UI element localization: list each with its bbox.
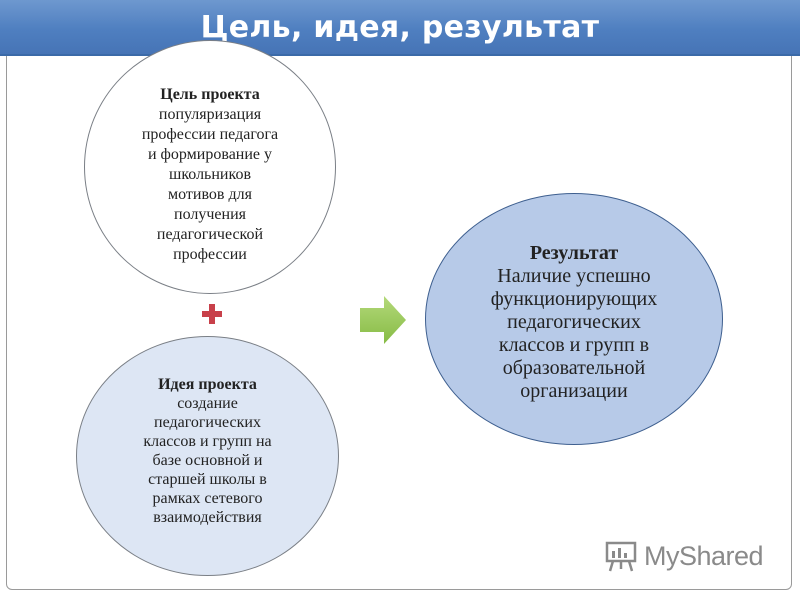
result-circle — [425, 193, 723, 445]
result-heading: Результат — [529, 242, 619, 264]
idea-text: создание педагогических классов и групп на базе основной и старшей школы в рамках сетевого взаимодействия — [143, 395, 272, 526]
right-arrow-icon — [358, 294, 408, 346]
title-bar — [0, 0, 800, 56]
idea-heading: Идея проекта — [158, 376, 257, 393]
presentation-board-icon — [604, 539, 638, 573]
goal-heading: Цель проекта — [160, 86, 260, 103]
idea-circle — [76, 336, 339, 576]
watermark-text: MyShared — [644, 540, 764, 571]
goal-circle — [84, 40, 336, 294]
goal-text: популяризация профессии педагога и формирование у школьников мотивов для получения педагогической профессии — [141, 106, 279, 263]
result-text: Наличие успешно функционирующих педагогических классов и групп в образовательной организации — [490, 265, 658, 402]
plus-icon — [200, 302, 224, 326]
myshared-watermark — [604, 536, 763, 576]
slide-title: Цель, идея, результат — [200, 10, 600, 45]
